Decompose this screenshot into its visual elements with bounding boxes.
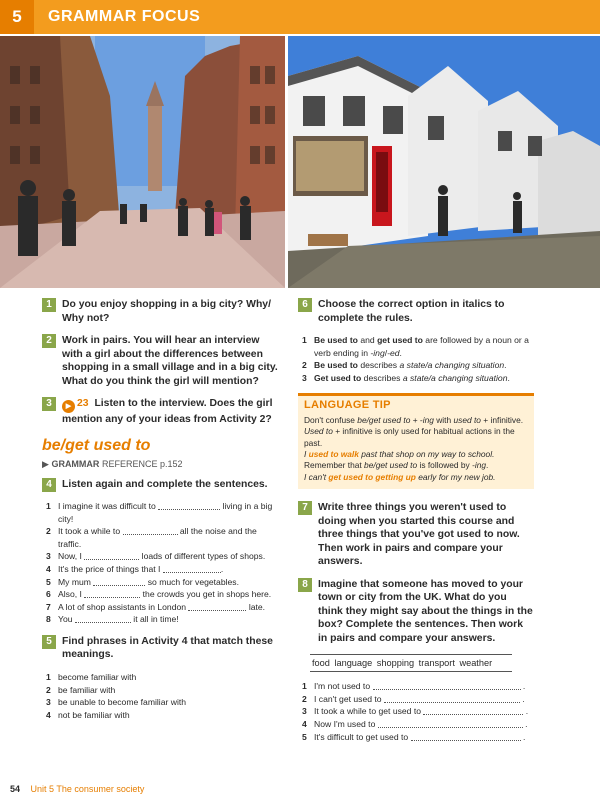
exercise-number: 1 <box>42 298 56 312</box>
item-text: and <box>357 335 378 345</box>
item-number: 7 <box>46 601 51 612</box>
item-text: -ed <box>387 347 400 358</box>
item-text: late. <box>248 601 266 612</box>
exercise-instruction: Find phrases in Activity 4 that match these meanings. <box>62 635 273 661</box>
tip-text: Don't confuse <box>304 414 358 425</box>
item-text: living in a big city! <box>58 501 273 524</box>
tip-text: + infinitive. <box>480 414 524 425</box>
item-text: . <box>399 347 402 358</box>
answer-blank[interactable] <box>158 500 220 510</box>
page-footer <box>10 784 144 794</box>
item-number: 6 <box>46 589 51 600</box>
word-box: food language shopping transport weather <box>310 654 512 672</box>
answer-blank[interactable] <box>384 693 520 703</box>
exercise-instruction: Listen again and complete the sentences. <box>62 478 268 490</box>
tip-text: ing <box>474 460 487 471</box>
list-item <box>42 709 278 722</box>
answer-blank[interactable] <box>75 613 131 623</box>
answer-blank[interactable] <box>423 705 523 715</box>
item-text: / <box>384 347 388 358</box>
tip-text: I can't <box>304 471 329 482</box>
item-text: It's difficult to get used to <box>314 731 409 742</box>
audio-play-icon[interactable]: ▶ <box>62 400 75 413</box>
tip-text: . <box>486 460 489 471</box>
item-text: . <box>507 372 510 383</box>
list-item <box>298 372 534 385</box>
item-text: It's the price of things that I <box>58 563 161 574</box>
language-tip-rule <box>304 415 528 449</box>
exercise-number: 6 <box>298 298 312 312</box>
grammar-label: GRAMMAR <box>51 458 100 469</box>
item-text: become familiar with <box>58 671 137 682</box>
item-number: 2 <box>302 693 307 704</box>
exercise-8-items <box>298 680 534 743</box>
exercise-instruction: Imagine that someone has moved to your town or city from the UK. What do you think they might say about the things in the box? Complete the sentences. Then work in pairs and compare your answers. <box>318 578 533 644</box>
item-text: Now I'm used to <box>314 719 376 729</box>
item-text: Also, I <box>58 589 82 600</box>
item-number: 5 <box>302 731 307 742</box>
list-item <box>42 601 278 614</box>
exercise-number: 8 <box>298 578 312 592</box>
answer-blank[interactable] <box>84 588 140 598</box>
answer-blank[interactable] <box>411 731 521 741</box>
language-tip-box <box>298 393 534 489</box>
item-text: Be used to <box>314 335 358 345</box>
exercise-5-items <box>42 671 278 721</box>
item-text: . <box>504 360 507 371</box>
language-tip-rule <box>304 460 528 471</box>
exercise-6 <box>298 298 534 325</box>
exercise-instruction: Write three things you weren't used to doing when you started this course and three things that you've got used to now. Then work in pairs and compare your answers. <box>318 502 520 568</box>
page-title: GRAMMAR FOCUS <box>48 8 201 25</box>
exercise-5 <box>42 635 278 662</box>
item-text: Now, I <box>58 551 82 562</box>
tip-text: I <box>304 449 309 459</box>
item-text: not be familiar with <box>58 709 130 720</box>
page-number: 54 <box>10 784 21 794</box>
item-number: 3 <box>46 697 51 708</box>
tip-text: be/get used to <box>357 414 411 425</box>
list-item <box>42 696 278 709</box>
list-item <box>42 671 278 684</box>
right-column <box>298 298 534 752</box>
item-number: 3 <box>302 706 307 717</box>
item-text: I'm not used to <box>314 681 371 692</box>
item-text: It took a while to get used to <box>314 706 422 717</box>
item-number: 4 <box>46 709 51 720</box>
exercise-2 <box>42 334 278 388</box>
item-number: 2 <box>46 684 51 695</box>
tip-highlight: get used to getting up <box>328 471 416 482</box>
tip-text: past that shop on my way to school. <box>358 449 495 459</box>
left-column <box>42 298 278 730</box>
exercise-number: 5 <box>42 635 56 649</box>
item-text: . <box>220 563 224 574</box>
list-item <box>42 550 278 563</box>
exercise-number: 3 <box>42 397 56 411</box>
item-text: be unable to become familiar with <box>58 697 187 708</box>
list-item <box>298 334 534 359</box>
exercise-8 <box>298 578 534 646</box>
answer-blank[interactable] <box>378 718 523 728</box>
item-text: are followed by a noun or a verb ending in <box>314 335 529 358</box>
list-item <box>42 500 278 525</box>
item-text: Be used to <box>314 360 358 371</box>
answer-blank[interactable] <box>163 563 224 574</box>
village-street-photo <box>288 36 600 288</box>
audio-track-number: 23 <box>77 398 89 409</box>
item-text: describes <box>357 360 400 371</box>
item-number: 2 <box>46 526 51 537</box>
tip-text: is followed by - <box>417 460 475 471</box>
answer-blank[interactable] <box>373 680 521 690</box>
tip-text: + - <box>410 414 423 425</box>
exercise-instruction: Do you enjoy shopping in a big city? Why/ Why not? <box>62 299 271 324</box>
tip-text: be/get used to <box>364 460 418 471</box>
list-item <box>298 359 534 372</box>
item-number: 5 <box>46 576 51 587</box>
item-text: -ing <box>370 347 385 358</box>
item-text: describes <box>361 372 403 383</box>
list-item <box>42 613 278 626</box>
exercise-number: 7 <box>298 501 312 515</box>
list-item <box>42 576 278 589</box>
list-item <box>42 563 278 576</box>
exercise-number: 2 <box>42 334 56 348</box>
item-option[interactable]: a state/a changing situation <box>402 372 508 383</box>
exercise-instruction: Choose the correct option in italics to complete the rules. <box>318 299 505 324</box>
language-tip-example <box>304 449 528 460</box>
item-text: My mum <box>58 576 91 587</box>
item-text: Get used to <box>314 372 362 383</box>
exercise-6-items <box>298 334 534 384</box>
unit-name: Unit 5 The consumer society <box>30 784 145 794</box>
language-tip-title: LANGUAGE TIP <box>304 399 391 412</box>
item-option[interactable]: a state/a changing situation <box>399 360 505 371</box>
list-item: 2 I can't get used to . <box>302 693 525 704</box>
exercise-1 <box>42 298 278 325</box>
unit-banner <box>0 0 600 34</box>
item-number: 3 <box>302 372 307 383</box>
item-text: be familiar with <box>58 684 116 695</box>
item-number: 3 <box>46 551 51 562</box>
exercise-instruction: Listen to the interview. Does the girl mention any of your ideas from Activity 2? <box>62 398 273 425</box>
tip-text: with <box>433 414 454 425</box>
list-item <box>42 588 278 601</box>
exercise-3 <box>42 397 278 427</box>
list-item: 5 It's difficult to get used to . <box>302 731 526 742</box>
item-text: I can't get used to <box>314 693 382 704</box>
answer-blank[interactable] <box>93 576 145 586</box>
item-text: so much for vegetables. <box>147 576 239 587</box>
tip-text: Used to <box>304 426 333 437</box>
list-item <box>42 684 278 697</box>
list-item: 1 I'm not used to . <box>302 681 526 692</box>
tip-highlight: used to walk <box>308 449 359 459</box>
item-number: 4 <box>46 563 51 574</box>
item-text: get used to <box>377 335 423 345</box>
item-number: 2 <box>302 360 307 371</box>
item-text: I imagine it was difficult to <box>58 501 156 511</box>
exercise-4 <box>42 478 278 492</box>
item-text: It took a while to <box>58 526 121 537</box>
section-title: be/get used to <box>42 436 151 454</box>
item-text: all the noise and the traffic. <box>58 526 257 549</box>
grammar-reference-page: REFERENCE p.152 <box>101 458 183 469</box>
answer-blank[interactable] <box>188 601 246 611</box>
item-number: 1 <box>46 501 51 511</box>
exercise-7 <box>298 501 534 569</box>
language-tip-example <box>304 472 528 483</box>
city-street-photo <box>0 36 285 288</box>
tip-text: ing <box>422 414 434 425</box>
item-text: You <box>58 614 73 625</box>
answer-blank[interactable] <box>84 550 139 560</box>
item-number: 4 <box>302 719 307 729</box>
tip-text: + infinitive is only used for habitual actions in the past. <box>304 426 515 448</box>
exercise-instruction: Work in pairs. You will hear an interview with a girl about the differences between shopping in a small village and in a big city. What do you think the girl will mention? <box>62 335 278 387</box>
list-item: 3 It took a while to get used to . <box>302 706 529 717</box>
list-item <box>42 525 278 550</box>
item-text: it all in time! <box>133 614 179 625</box>
exercise-4-items <box>42 500 278 626</box>
item-number: 1 <box>302 335 307 345</box>
unit-number: 5 <box>0 0 34 34</box>
item-text: loads of different types of shops. <box>141 551 266 562</box>
item-text: A lot of shop assistants in London <box>58 601 187 612</box>
triangle-right-icon: ▶ <box>42 458 49 469</box>
tip-text: used to <box>453 414 481 425</box>
tip-text: early for my new job. <box>415 471 496 482</box>
item-number: 1 <box>46 671 51 682</box>
item-text: the crowds you get in shops here. <box>142 589 272 600</box>
item-number: 8 <box>46 614 51 625</box>
list-item: 4 Now I'm used to . <box>302 719 528 729</box>
item-number: 1 <box>302 681 307 692</box>
tip-text: Remember that <box>304 460 365 471</box>
answer-blank[interactable] <box>123 525 178 535</box>
grammar-reference[interactable] <box>42 459 278 470</box>
exercise-number: 4 <box>42 478 56 492</box>
